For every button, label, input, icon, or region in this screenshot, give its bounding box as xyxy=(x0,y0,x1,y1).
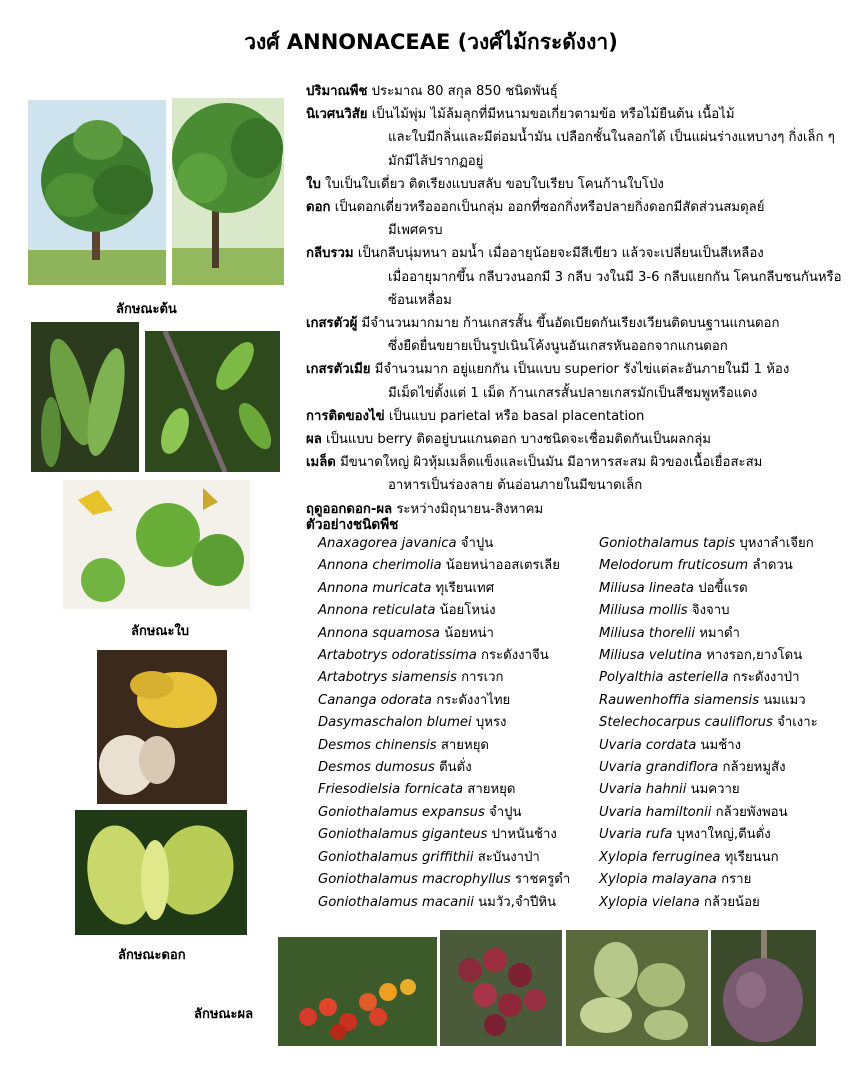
thai-name: กระดังงาป่า xyxy=(732,670,800,686)
species-row xyxy=(318,690,570,712)
description-label: เกสรตัวผู้ xyxy=(306,316,358,332)
description-label: การติดของไข่ xyxy=(306,408,385,424)
species-row xyxy=(599,578,818,600)
description-label: ผล xyxy=(306,432,322,448)
species-row xyxy=(599,623,818,645)
fruit-photo-3 xyxy=(566,930,708,1046)
thai-name: บุหงาใหญ่,ตีนตั่ง xyxy=(676,827,771,843)
description-label: ใบ xyxy=(306,176,321,192)
scientific-name: Artabotrys odoratissima xyxy=(318,648,477,664)
description-entry xyxy=(306,196,846,242)
scientific-name: Annona muricata xyxy=(318,580,432,596)
description-continuation: เมื่ออายุมากขึ้น กลีบวงนอกมี 3 กลีบ วงในมี 3-6 กลีบแยกกัน โคนกลีบชนกันหรือซ้อนเหลื่อม xyxy=(388,269,842,308)
description-text: มีจำนวนมาก อยู่แยกกัน เป็นแบบ superior รังไข่แต่ละอันภายในมี 1 ห้อง xyxy=(374,362,790,378)
fruit-photo-4 xyxy=(711,930,816,1046)
species-row xyxy=(599,802,818,824)
scientific-name: Uvaria cordata xyxy=(599,737,697,753)
species-row xyxy=(318,735,570,757)
description-entry xyxy=(306,173,846,196)
description-text: ประมาณ 80 สกุล 850 ชนิดพันธุ์ xyxy=(371,84,558,99)
thai-name: สายหยุด xyxy=(440,737,489,753)
caption-leaf: ลักษณะใบ xyxy=(131,624,190,639)
description-label: ปริมาณพืช xyxy=(306,84,368,99)
thai-name: น้อยโหน่ง xyxy=(439,603,496,619)
flower-photo-1 xyxy=(97,650,227,804)
thai-name: จิงจาบ xyxy=(691,603,730,619)
scientific-name: Annona squamosa xyxy=(318,625,440,641)
description-text: เป็นไม้พุ่ม ไม้ล้มลุกที่มีหนามขอเกี่ยวตามข้อ หรือไม้ยืนต้น เนื้อไม้ xyxy=(371,107,735,123)
thai-name: หางรอก,ยางโดน xyxy=(706,648,803,664)
description-text: มีขนาดใหญ่ ผิวหุ้มเมล็ดแข็งและเป็นมัน มีอาหารสะสม ผิวของเนื้อเยื่อสะสม xyxy=(340,455,763,471)
scientific-name: Desmos dumosus xyxy=(318,760,435,776)
scientific-name: Dasymaschalon blumei xyxy=(318,715,472,731)
scientific-name: Friesodielsia fornicata xyxy=(318,782,464,798)
species-row xyxy=(318,600,570,622)
species-row xyxy=(599,847,818,869)
species-row xyxy=(599,712,818,734)
species-row xyxy=(318,757,570,779)
species-row xyxy=(599,824,818,846)
description-text: เป็นกลีบนุ่มหนา อมน้ำ เมื่ออายุน้อยจะมีสีเขียว แล้วจะเปลี่ยนเป็นสีเหลือง xyxy=(357,246,764,262)
scientific-name: Xylopia ferruginea xyxy=(599,849,721,865)
scientific-name: Artabotrys siamensis xyxy=(318,670,457,686)
species-row xyxy=(599,667,818,689)
thai-name: จำปูน xyxy=(489,804,522,820)
scientific-name: Annona reticulata xyxy=(318,603,436,619)
description-entry xyxy=(306,428,846,451)
scientific-name: Goniothalamus expansus xyxy=(318,804,485,820)
species-row xyxy=(599,690,818,712)
species-row xyxy=(318,578,570,600)
description-continuation: ซึ่งยืดยื่นขยายเป็นรูปเนินโค้งนูนอันเกสรหันออกจากแกนดอก xyxy=(388,339,728,355)
scientific-name: Uvaria hahnii xyxy=(599,782,687,798)
description-text: มีจำนวนมากมาย ก้านเกสรสั้น ขึ้นอัดเบียดกันเรียงเวียนติดบนฐานแกนดอก xyxy=(361,316,780,332)
thai-name: สายหยุด xyxy=(467,782,516,798)
scientific-name: Uvaria grandiflora xyxy=(599,760,719,776)
scientific-name: Cananga odorata xyxy=(318,692,432,708)
description-text: ใบเป็นใบเดี่ยว ติดเรียงแบบสลับ ขอบใบเรียบ โคนก้านใบโป่ง xyxy=(325,176,664,192)
thai-name: ทุเรียนนก xyxy=(724,849,779,865)
scientific-name: Miliusa thorelii xyxy=(599,625,695,641)
description-label: ดอก xyxy=(306,200,331,216)
description-entry xyxy=(306,242,846,312)
scientific-name: Goniothalamus macrophyllus xyxy=(318,872,511,888)
species-row xyxy=(599,892,818,914)
species-row xyxy=(599,779,818,801)
leaf-photo-2 xyxy=(145,331,280,472)
scientific-name: Uvaria rufa xyxy=(599,827,673,843)
scientific-name: Goniothalamus giganteus xyxy=(318,827,488,843)
description-label: กลีบรวม xyxy=(306,246,354,262)
description-text: ระหว่างมิถุนายน-สิงหาคม xyxy=(396,501,544,517)
leaf-photo-3 xyxy=(63,480,250,609)
species-row xyxy=(318,533,570,555)
species-row xyxy=(318,779,570,801)
thai-name: นมวัว,จำปีหิน xyxy=(478,894,557,910)
species-row xyxy=(599,735,818,757)
species-row xyxy=(599,757,818,779)
thai-name: ทุเรียนเทศ xyxy=(435,580,495,596)
fruit-photo-1 xyxy=(278,937,437,1046)
description-continuation: และใบมีกลิ่นและมีต่อมน้ำมัน เปลือกชั้นในลอกได้ เป็นแผ่นร่างแหบางๆ กิ่งเล็ก ๆ มักมีไส้ปรากฏอยู่ xyxy=(388,130,835,169)
description-continuation: มีเม็ดไข่ตั้งแต่ 1 เม็ด ก้านเกสรสั้นปลายเกสรมักเป็นสีชมพูหรือแดง xyxy=(388,385,758,401)
thai-name: กล้วยน้อย xyxy=(703,894,760,910)
scientific-name: Uvaria hamiltonii xyxy=(599,804,712,820)
thai-name: จำปูน xyxy=(460,536,494,551)
tree-photo-2 xyxy=(172,98,284,285)
scientific-name: Goniothalamus macanii xyxy=(318,894,474,910)
description-text: เป็นแบบ berry ติดอยู่บนแกนดอก บางชนิดจะเชื่อมติดกันเป็นผลกลุ่ม xyxy=(326,432,711,448)
species-row xyxy=(599,869,818,891)
species-row xyxy=(318,892,570,914)
caption-flower: ลักษณะดอก xyxy=(118,948,186,963)
examples-left-column xyxy=(318,533,570,914)
scientific-name: Xylopia vielana xyxy=(599,894,700,910)
thai-name: ราชครูดำ xyxy=(514,872,571,888)
species-row xyxy=(318,667,570,689)
species-row xyxy=(318,869,570,891)
thai-name: บุหงาลำเจียก xyxy=(739,536,814,551)
scientific-name: Miliusa mollis xyxy=(599,603,688,619)
scientific-name: Miliusa velutina xyxy=(599,648,703,664)
description-entry xyxy=(306,358,846,404)
species-row xyxy=(318,645,570,667)
thai-name: ตีนตั่ง xyxy=(439,760,472,776)
species-row xyxy=(599,533,818,555)
scientific-name: Rauwenhoffia siamensis xyxy=(599,692,760,708)
thai-name: กราย xyxy=(721,872,752,888)
thai-name: บุหรง xyxy=(475,715,507,731)
description-label: นิเวศนวิสัย xyxy=(306,107,368,123)
species-row xyxy=(318,824,570,846)
description-continuation: อาหารเป็นร่องลาย ต้นอ่อนภายในมีขนาดเล็ก xyxy=(388,478,643,494)
scientific-name: Annona cherimolia xyxy=(318,558,442,574)
species-row xyxy=(318,712,570,734)
thai-name: กระดังงาจีน xyxy=(480,648,549,664)
caption-fruit: ลักษณะผล xyxy=(194,1007,254,1022)
thai-name: สะบันงาป่า xyxy=(477,849,540,865)
thai-name: ปอขี้แรด xyxy=(698,580,748,596)
description-entry xyxy=(306,80,846,103)
species-row xyxy=(599,645,818,667)
species-row xyxy=(318,555,570,577)
description-entry xyxy=(306,103,846,173)
description-entry xyxy=(306,312,846,358)
description-entry xyxy=(306,451,846,497)
thai-name: นมแมว xyxy=(763,692,806,708)
thai-name: กล้วยหมูสัง xyxy=(722,760,786,776)
description-block xyxy=(306,80,846,521)
description-label: เมล็ด xyxy=(306,455,336,471)
examples-heading: ตัวอย่างชนิดพืช xyxy=(306,517,399,533)
scientific-name: Stelechocarpus cauliflorus xyxy=(599,715,773,731)
scientific-name: Desmos chinensis xyxy=(318,737,437,753)
thai-name: จำเงาะ xyxy=(777,715,818,731)
thai-name: กล้วยพังพอน xyxy=(715,804,788,820)
leaf-photo-1 xyxy=(31,322,139,472)
description-label: ฤดูออกดอก-ผล xyxy=(306,501,393,517)
page-title: วงศ์ ANNONACEAE (วงศ์ไม้กระดังงา) xyxy=(244,30,618,54)
fruit-photo-2 xyxy=(440,930,562,1046)
caption-stem: ลักษณะต้น xyxy=(116,302,177,317)
thai-name: น้อยหน่า xyxy=(444,625,494,641)
thai-name: ปาหนันช้าง xyxy=(491,827,557,843)
thai-name: นมควาย xyxy=(690,782,740,798)
description-continuation: มีเพศครบ xyxy=(388,223,443,239)
species-row xyxy=(599,600,818,622)
description-label: เกสรตัวเมีย xyxy=(306,362,371,378)
scientific-name: Melodorum fruticosum xyxy=(599,558,749,574)
species-row xyxy=(318,623,570,645)
scientific-name: Polyalthia asteriella xyxy=(599,670,729,686)
species-row xyxy=(599,555,818,577)
thai-name: กระดังงาไทย xyxy=(436,692,511,708)
species-row xyxy=(318,802,570,824)
description-entry xyxy=(306,405,846,428)
thai-name: นมช้าง xyxy=(700,737,742,753)
scientific-name: Anaxagorea javanica xyxy=(318,536,457,551)
flower-photo-2 xyxy=(75,810,247,935)
scientific-name: Xylopia malayana xyxy=(599,872,717,888)
thai-name: หมาดำ xyxy=(699,625,740,641)
examples-right-column xyxy=(599,533,818,914)
scientific-name: Miliusa lineata xyxy=(599,580,695,596)
scientific-name: Goniothalamus tapis xyxy=(599,536,736,551)
description-text: เป็นแบบ parietal หรือ basal placentation xyxy=(388,408,645,424)
description-text: เป็นดอกเดี่ยวหรือออกเป็นกลุ่ม ออกที่ซอกกิ่งหรือปลายกิ่งดอกมีสัดส่วนสมดุลย์ xyxy=(334,200,765,216)
species-row xyxy=(318,847,570,869)
thai-name: น้อยหน่าออสเตรเลีย xyxy=(445,558,560,574)
thai-name: ลำดวน xyxy=(752,558,793,574)
tree-photo-1 xyxy=(28,100,166,285)
thai-name: การเวก xyxy=(461,670,504,686)
scientific-name: Goniothalamus griffithii xyxy=(318,849,474,865)
